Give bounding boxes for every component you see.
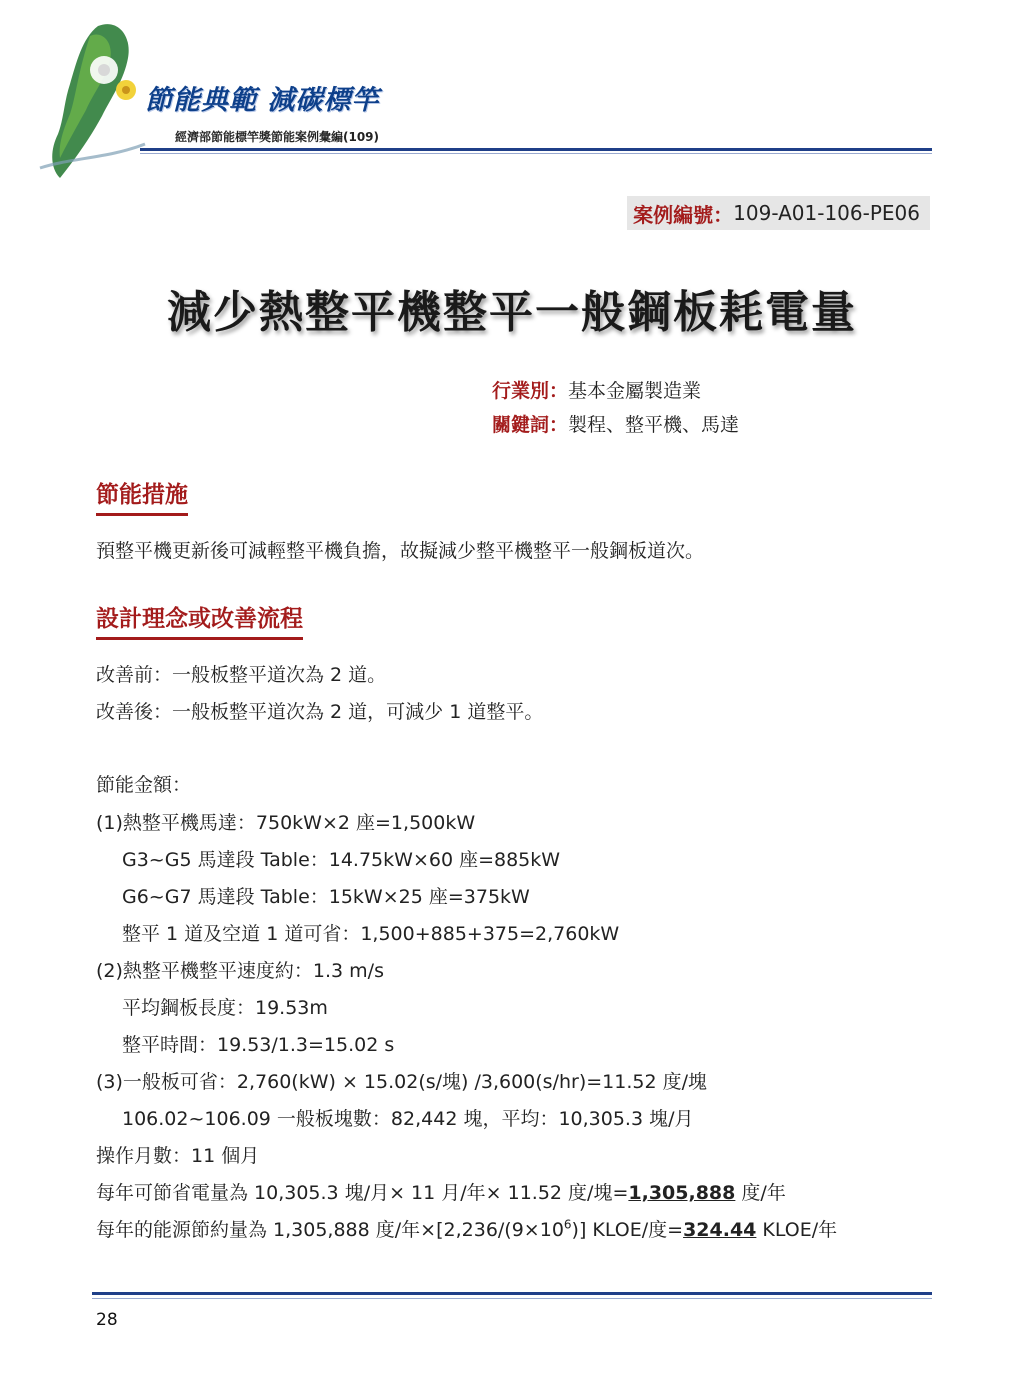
annual-energy-unit: KLOE/年 xyxy=(756,1219,838,1241)
calc-line: G6~G7 馬達段 Table：15kW×25 座=375kW xyxy=(122,886,530,908)
exponent: 6 xyxy=(563,1217,572,1232)
annual-electricity-text: 每年可節省電量為 10,305.3 塊/月× 11 月/年× 11.52 度/塊= xyxy=(96,1182,629,1204)
section-heading-measures: 節能措施 xyxy=(96,476,188,516)
calc-line: 整平時間：19.53/1.3=15.02 s xyxy=(122,1034,395,1056)
annual-energy-mid: )] KLOE/度= xyxy=(571,1219,684,1241)
measures-body: 預整平機更新後可減輕整平機負擔，故擬減少整平機整平一般鋼板道次。 xyxy=(96,540,705,562)
annual-electricity-value: 1,305,888 xyxy=(628,1182,736,1204)
calc-line: G3~G5 馬達段 Table：14.75kW×60 座=885kW xyxy=(122,849,561,871)
case-number-value: 109-A01-106-PE06 xyxy=(733,201,920,225)
industry-row xyxy=(492,376,701,403)
calc-line: (1)熱整平機馬達：750kW×2 座=1,500kW xyxy=(96,812,476,834)
calc-line: (3)一般板可省：2,760(kW) × 15.02(s/塊) /3,600(s/hr)=11.52 度/塊 xyxy=(96,1071,708,1093)
annual-energy-line xyxy=(96,1215,837,1242)
calc-line: (2)熱整平機整平速度約：1.3 m/s xyxy=(96,960,384,982)
calc-line: 整平 1 道及空道 1 道可省：1,500+885+375=2,760kW xyxy=(122,923,620,945)
brand-subtitle: 經濟部節能標竿獎節能案例彙編(109) xyxy=(175,130,380,144)
page-title: 減少熱整平機整平一般鋼板耗電量 xyxy=(167,287,857,338)
savings-label: 節能金額： xyxy=(96,774,192,796)
annual-electricity-line xyxy=(96,1178,786,1205)
industry-label: 行業別： xyxy=(492,380,569,402)
calc-line: 106.02~106.09 一般板塊數：82,442 塊，平均：10,305.3 塊/月 xyxy=(122,1108,694,1130)
footer-divider-thin xyxy=(92,1298,932,1299)
keywords-row xyxy=(492,410,739,437)
brand-title: 節能典範 減碳標竿 xyxy=(145,85,380,116)
before-text: 改善前：一般板整平道次為 2 道。 xyxy=(96,664,387,686)
annual-energy-value: 324.44 xyxy=(683,1219,757,1241)
keywords-value: 製程、整平機、馬達 xyxy=(568,414,740,436)
industry-value: 基本金屬製造業 xyxy=(568,380,702,402)
footer-divider xyxy=(92,1292,932,1295)
case-number-label: 案例編號： xyxy=(633,202,734,227)
page-number: 28 xyxy=(96,1310,118,1330)
header-divider-thin xyxy=(140,153,932,154)
annual-energy-text: 每年的能源節約量為 1,305,888 度/年×[2,236/(9×10 xyxy=(96,1219,564,1241)
keywords-label: 關鍵詞： xyxy=(492,414,569,436)
header-divider xyxy=(140,148,932,151)
case-number-box xyxy=(627,196,930,230)
after-text: 改善後：一般板整平道次為 2 道，可減少 1 道整平。 xyxy=(96,701,544,723)
calc-line: 操作月數：11 個月 xyxy=(96,1145,260,1167)
annual-electricity-unit: 度/年 xyxy=(735,1182,786,1204)
section-heading-design: 設計理念或改善流程 xyxy=(96,600,303,640)
calc-line: 平均鋼板長度：19.53m xyxy=(122,997,328,1019)
